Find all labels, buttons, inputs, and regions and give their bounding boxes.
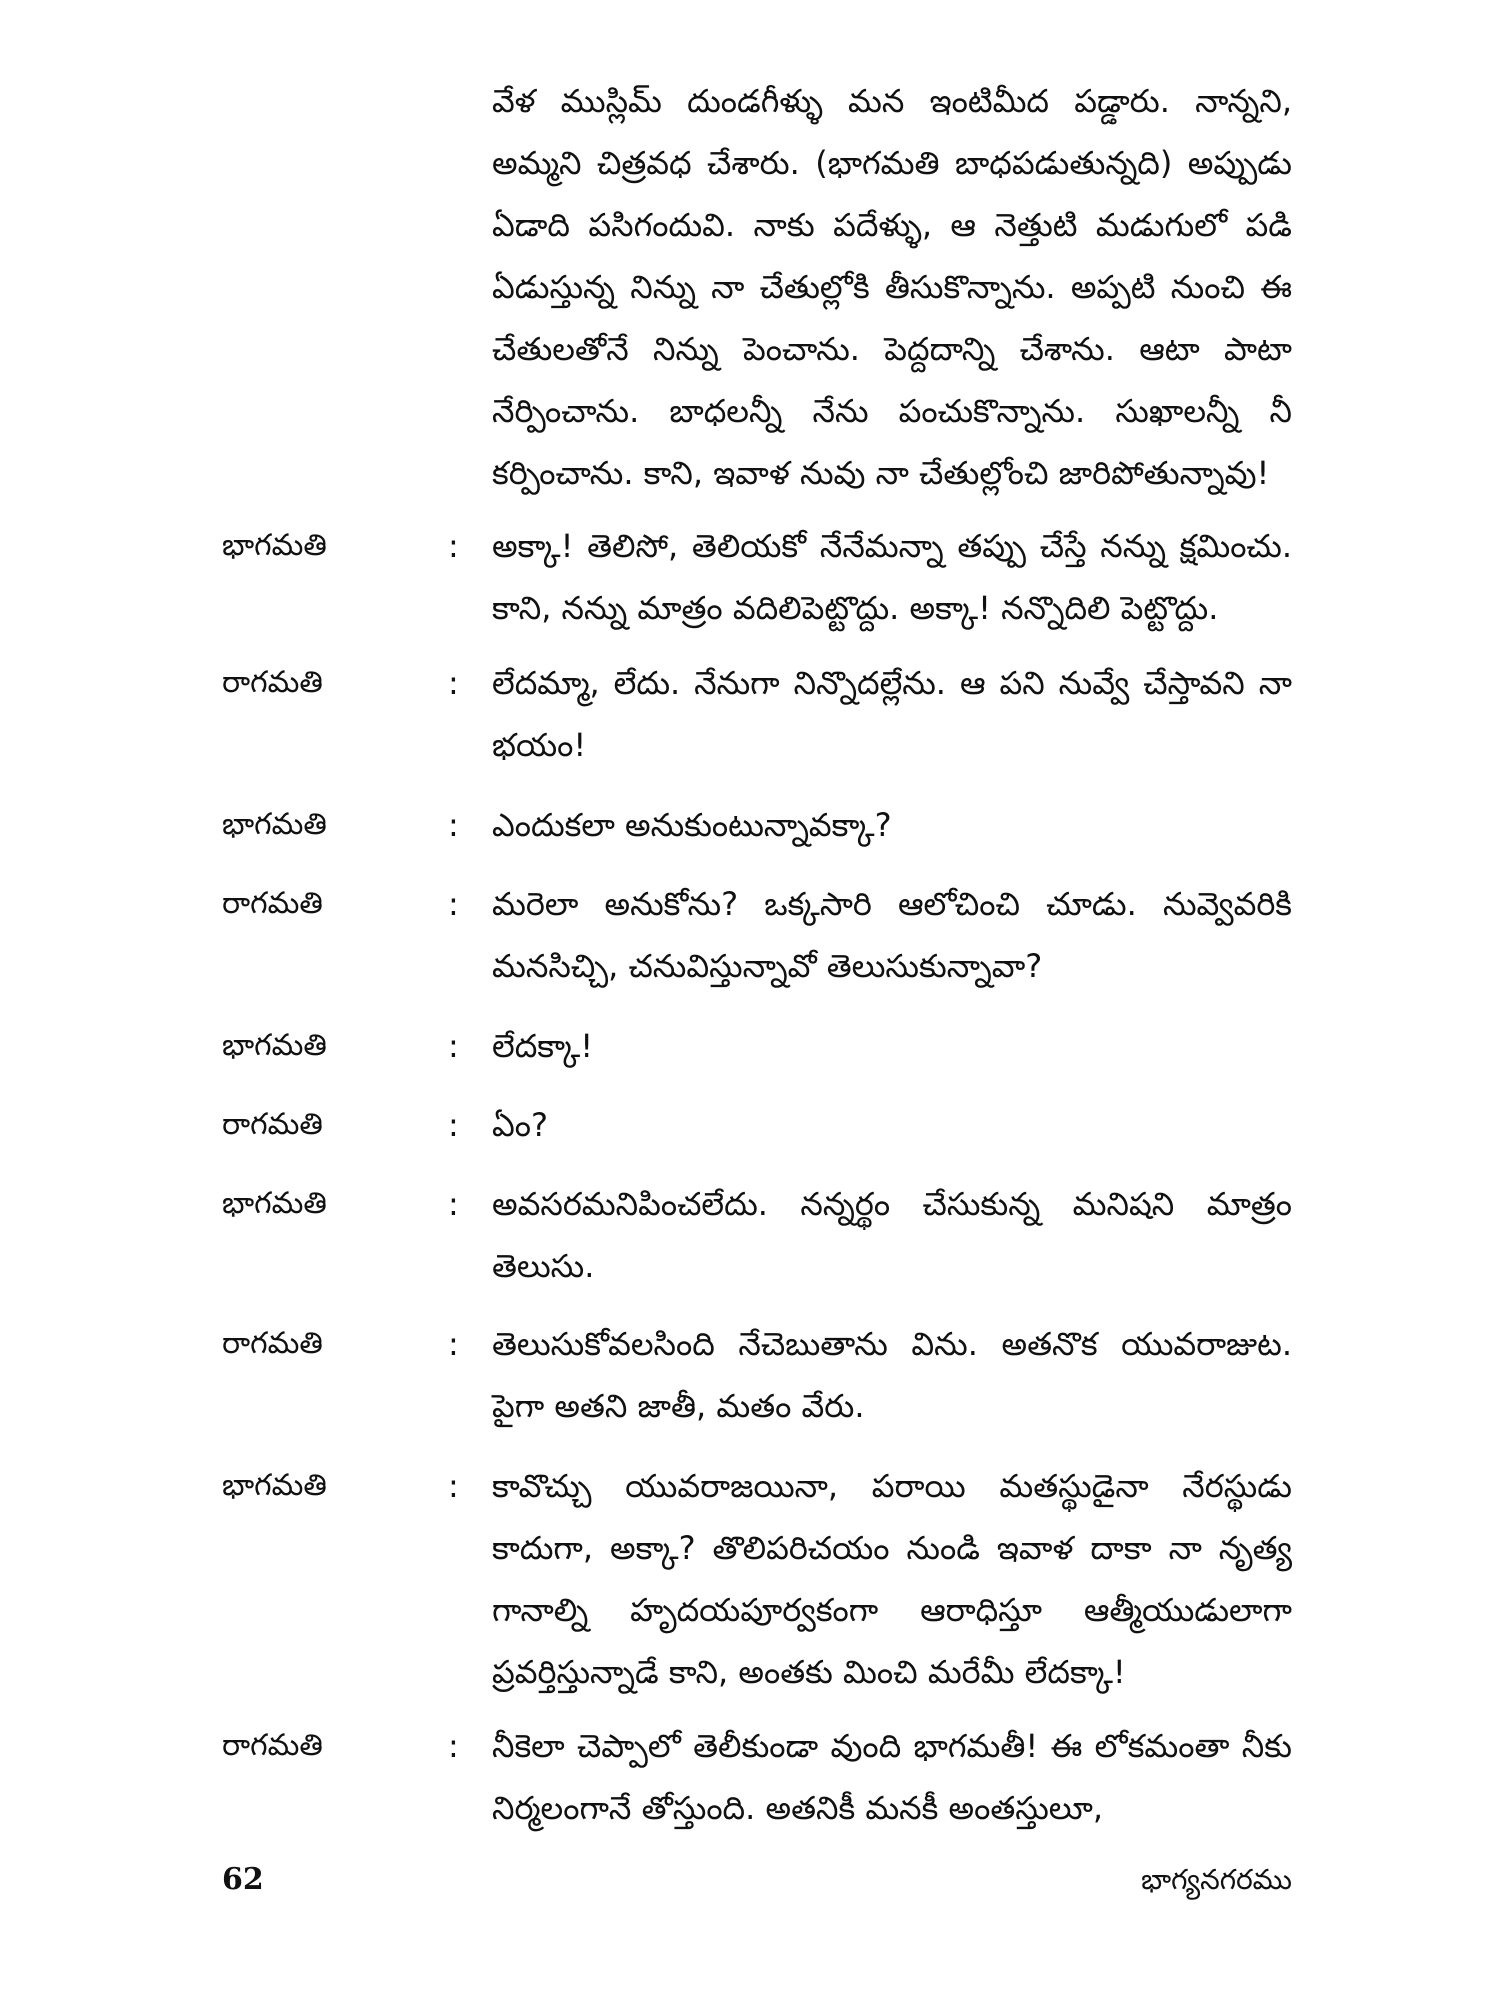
speaker-colon: : [448, 527, 459, 565]
speech-text: తెలుసుకోవలసింది నేచెబుతాను విను. అతనొక యువరాజుట. పైగా అతని జాతీ, మతం వేరు. [492, 1325, 1292, 1425]
speech-text: లేదమ్మా, లేదు. నేనుగా నిన్నొదల్లేను. ఆ పని నువ్వే చేస్తావని నా భయం! [492, 664, 1292, 764]
speaker-name: భాగమతి [222, 1468, 327, 1503]
intro-paragraph [492, 70, 1292, 504]
speaker-name: రాగమతి [222, 886, 323, 921]
speaker-colon: : [448, 1467, 459, 1505]
speaker-colon: : [448, 1325, 459, 1363]
speaker-colon: : [448, 1727, 459, 1765]
speaker-colon: : [448, 1185, 459, 1223]
speaker-name: రాగమతి [222, 1326, 323, 1361]
speaker-colon: : [448, 806, 459, 844]
speaker-name: భాగమతి [222, 807, 327, 842]
speech-text: కావొచ్చు యువరాజయినా, పరాయి మతస్థుడైనా నేరస్థుడు కాదుగా, అక్కా? తొలిపరిచయం నుండి ఇవాళ దాకా నా నృత్య గానాల్ని హృదయపూర్వకంగా ఆరాధిస్తూ ఆత్మీయుడులాగా ప్రవర్తిస్తున్నాడే కాని, అంతకు మించి మరేమీ లేదక్కా! [492, 1467, 1292, 1691]
speaker-name: రాగమతి [222, 665, 323, 700]
intro-text: వేళ ముస్లిమ్ దుండగీళ్ళు మన ఇంటిమీద పడ్డారు. నాన్నని, అమ్మని చిత్రవధ చేశారు. (భాగమతి బాధపడుతున్నది) అప్పుడు ఏడాది పసిగందువి. నాకు పదేళ్ళు, ఆ నెత్తుటి మడుగులో పడి ఏడుస్తున్న నిన్ను నా చేతుల్లోకి తీసుకొన్నాను. అప్పటి నుంచి ఈ చేతులతోనే నిన్ను పెంచాను. పెద్దదాన్ని చేశాను. ఆటా పాటా నేర్పించాను. బాధలన్నీ నేను పంచుకొన్నాను. సుఖాలన్నీ నీ కర్పించాను. కాని, ఇవాళ నువు నా చేతుల్లోంచి జారిపోతున్నావు! [492, 82, 1292, 492]
speaker-name: రాగమతి [222, 1107, 323, 1142]
speech-text: ఎందుకలా అనుకుంటున్నావక్కా? [492, 806, 892, 844]
speech-text: అక్కా! తెలిసో, తెలియకో నేనేమన్నా తప్పు చేస్తే నన్ను క్షమించు. కాని, నన్ను మాత్రం వదిలిపెట్టొద్దు. అక్కా! నన్నొదిలి పెట్టొద్దు. [492, 527, 1292, 627]
page-number: 62 [222, 1862, 264, 1897]
speaker-colon: : [448, 885, 459, 923]
speaker-colon: : [448, 664, 459, 702]
speech-text: నీకెలా చెప్పాలో తెలీకుండా వుంది భాగమతీ! ఈ లోకమంతా నీకు నిర్మలంగానే తోస్తుంది. అతనికీ మనకీ అంతస్తులూ, [492, 1727, 1292, 1827]
book-title: భాగ్యనగరము [1141, 1863, 1292, 1896]
speaker-name: భాగమతి [222, 1186, 327, 1221]
speaker-name: భాగమతి [222, 528, 327, 563]
speaker-colon: : [448, 1106, 459, 1144]
speaker-colon: : [448, 1027, 459, 1065]
speech-text: ఏం? [492, 1106, 548, 1144]
speech-text: మరెలా అనుకోను? ఒక్కసారి ఆలోచించి చూడు. నువ్వెవరికి మనసిచ్చి, చనువిస్తున్నావో తెలుసుకున్నావా? [492, 885, 1292, 985]
speech-text: లేదక్కా! [492, 1027, 594, 1065]
speech-text: అవసరమనిపించలేదు. నన్నర్థం చేసుకున్న మనిషని మాత్రం తెలుసు. [492, 1185, 1292, 1285]
speaker-name: భాగమతి [222, 1028, 327, 1063]
speaker-name: రాగమతి [222, 1728, 323, 1763]
